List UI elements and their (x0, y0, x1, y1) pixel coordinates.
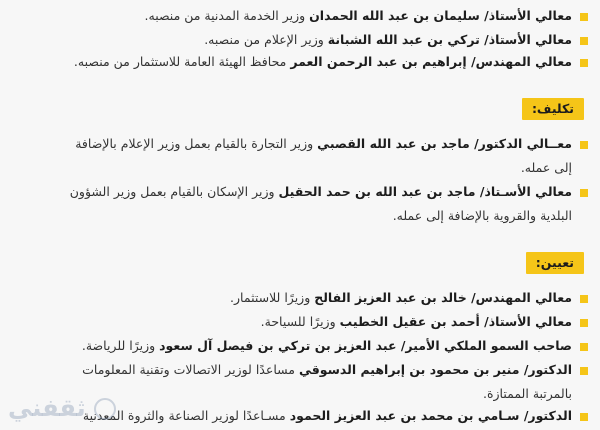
item-text: وزير الإعلام من منصبه. (204, 32, 328, 47)
item-text: مسـاعدًا لوزير الصناعة والثروة المعدنية (82, 408, 290, 423)
bullet-icon (580, 13, 588, 21)
item-title: صاحب السمو الملكي الأمير/ عبد العزيز بن تركي بن فيصل آل سعود (159, 338, 572, 353)
list-item (38, 132, 588, 156)
section-label-appoint: تعيين: (526, 252, 584, 274)
list-item (38, 180, 588, 204)
list-item (38, 4, 588, 28)
item-text: وزير التجارة بالقيام بعمل وزير الإعلام بالإضافة (75, 136, 318, 151)
list-item (38, 28, 588, 52)
list-item (38, 310, 588, 334)
item-title: معــالي الدكتور/ ماجد بن عبد الله القصبي (317, 136, 572, 151)
list-item (38, 334, 588, 358)
bullet-icon (580, 319, 588, 327)
item-text-line2: البلدية والقروية بالإضافة إلى عمله. (392, 208, 572, 223)
item-title: معالي المهندس/ إبراهيم بن عبد الرحمن العمر (290, 54, 572, 69)
item-title: الدكتور/ سـامي بن محمد بن عبد العزيز الحمود (289, 408, 572, 423)
bullet-icon (580, 295, 588, 303)
item-text: محافظ الهيئة العامة للاستثمار من منصبه. (73, 54, 291, 69)
item-title: الدكتور/ منير بن محمود بن إبراهيم الدسوقي (298, 362, 572, 377)
item-text-line2: إلى عمله. (520, 160, 572, 175)
bullet-icon (580, 37, 588, 45)
bullet-icon (580, 413, 588, 421)
lightbulb-icon (94, 398, 116, 420)
item-text: مساعدًا لوزير الاتصالات وتقنية المعلومات (82, 362, 299, 377)
bullet-icon (580, 343, 588, 351)
item-title: معالي المهندس/ خالد بن عبد العزيز الفالح (314, 290, 572, 305)
bullet-icon (580, 189, 588, 197)
item-text: وزيرًا للاستثمار. (230, 290, 315, 305)
item-title: معالي الأسـتاذ/ ماجد بن عبد الله بن حمد الحقيل (278, 184, 572, 199)
watermark-text: ثقفني (8, 394, 86, 422)
item-text-line2: بالمرتبة الممتازة. (482, 386, 572, 401)
list-item (38, 286, 588, 310)
item-text: وزير الخدمة المدنية من منصبه. (144, 8, 310, 23)
list-item-continuation (22, 204, 572, 228)
bullet-icon (580, 141, 588, 149)
item-title: معالي الأستاذ/ تركي بن عبد الله الشبانة (327, 32, 572, 47)
list-item-continuation (22, 156, 572, 180)
list-item (38, 358, 588, 382)
section-label-assign: تكليف: (522, 98, 584, 120)
item-text: وزيرًا للسياحة. (260, 314, 340, 329)
item-title: معالي الأستاذ/ أحمد بن عقيل الخطيب (339, 314, 572, 329)
watermark-logo (2, 388, 122, 430)
item-text: وزيرًا للرياضة. (81, 338, 160, 353)
list-item (38, 50, 588, 74)
bullet-icon (580, 367, 588, 375)
item-text: وزير الإسكان بالقيام بعمل وزير الشؤون (69, 184, 279, 199)
bullet-icon (580, 59, 588, 67)
item-title: معالي الأستاذ/ سليمان بن عبد الله الحمدان (309, 8, 572, 23)
